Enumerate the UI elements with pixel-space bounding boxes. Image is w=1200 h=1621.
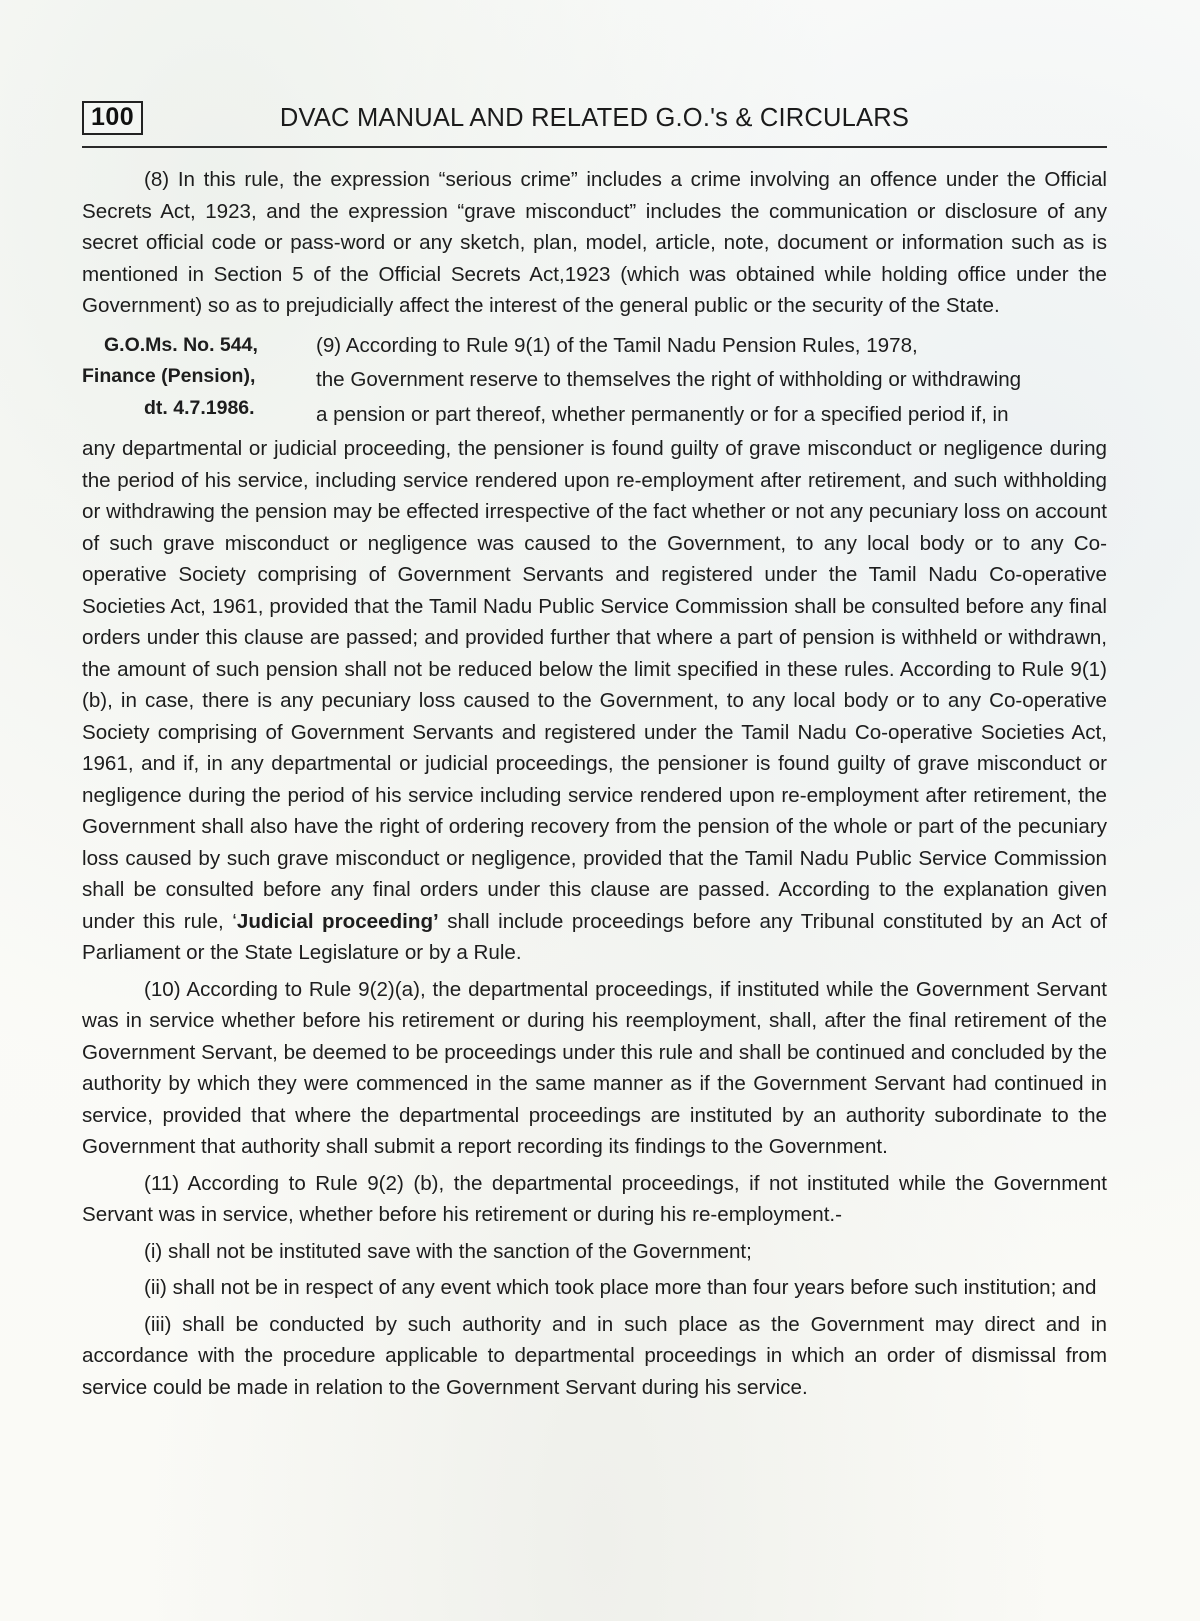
list-item-i: (i) shall not be instituted save with the sanction of the Government; xyxy=(144,1239,752,1263)
paragraph-9-body xyxy=(82,433,1107,969)
header-title: DVAC MANUAL AND RELATED G.O.'s & CIRCULARS xyxy=(279,103,910,132)
paragraph-10: (10) According to Rule 9(2)(a), the departmental proceedings, if instituted while the Government Servant was in service whether before his retirement or during his reemployment, shall, after the final retirement of the Government Servant, be deemed to be proceedings under this rule and shall be continued and concluded by the authority by which they were commenced in the same manner as if the Government Servant had continued in service, provided that where the departmental proceedings are instituted by an authority subordinate to the Government that authority shall submit a report recording its findings to the Government. xyxy=(82,977,1107,1158)
list-item-iii: (iii) shall be conducted by such authority and in such place as the Government may direct and in accordance with the procedure applicable to departmental proceedings in which an order of dismissal from service could be made in relation to the Government Servant during his service. xyxy=(82,1312,1107,1399)
page-content xyxy=(82,96,1107,1408)
go-reference-line-3: dt. 4.7.1986. xyxy=(144,396,255,419)
paragraph-11: (11) According to Rule 9(2) (b), the departmental proceedings, if not instituted while the Government Servant was in service, whether before his retirement or during his re-employment.- xyxy=(82,1171,1107,1226)
page-number: 100 xyxy=(82,101,143,134)
list-item-ii: (ii) shall not be in respect of any event which took place more than four years before such institution; and xyxy=(144,1276,1097,1299)
paragraph-9-line-2: the Government reserve to themselves the right of withholding or withdrawing xyxy=(316,368,1022,391)
document-body xyxy=(82,164,1107,1403)
paragraph-9-tail: shall include proceedings before any Tribunal constituted by an Act of Parliament or the State Legislature or by a Rule. xyxy=(82,909,1107,964)
paragraph-9-text: any departmental or judicial proceeding, the pensioner is found guilty of grave misconduct or negligence during the period of his service, including service rendered upon re-employment after retirement, and such withholding or withdrawing the pension may be effected irrespective of the fact whether or not any pecuniary loss on account of such grave misconduct or negligence was caused to the Government, to any local body or to any Co-operative Society comprising of Government Servants and registered under the Tamil Nadu Co-operative Societies Act, 1961, provided that the Tamil Nadu Public Service Commission shall be consulted before any final orders under this clause are passed; and provided further that where a part of pension is withheld or withdrawn, the amount of such pension shall not be reduced below the limit specified in these rules. According to Rule 9(1) (b), in case, there is any pecuniary loss caused to the Government, to any local body or to any Co-operative Society comprising of Government Servants and registered under the Tamil Nadu Co-operative Societies Act, 1961, and if, in any departmental or judicial proceedings, the pensioner is found guilty of grave misconduct or negligence during the period of his service including service rendered upon re-employment after retirement, the Government shall also have the right of ordering recovery from the pension of the whole or part of the pecuniary loss caused by such grave misconduct or negligence, provided that the Tamil Nadu Public Service Commission shall be consulted before any final orders under this clause are passed. According to the explanation given under this rule, ‘ xyxy=(82,437,1107,933)
page-header xyxy=(82,96,1107,140)
go-reference-line-2: Finance (Pension), xyxy=(82,365,256,387)
judicial-proceeding-term: Judicial proceeding’ xyxy=(236,909,439,933)
go-reference-label xyxy=(82,330,314,425)
paragraph-8: (8) In this rule, the expression “serious crime” includes a crime involving an offence under the Official Secrets Act, 1923, and the expression “grave misconduct” includes the communication or disclosure of any secret official code or pass-word or any sketch, plan, model, article, note, document or information such as is mentioned in Section 5 of the Official Secrets Act,1923 (which was obtained while holding office under the Government) so as to prejudicially affect the interest of the general public or the security of the State. xyxy=(82,168,1107,317)
paragraph-9-line-3: a pension or part thereof, whether permanently or for a specified period if, in xyxy=(316,402,1009,426)
paragraph-9-lead: (9) According to Rule 9(1) of the Tamil Nadu Pension Rules, 1978, xyxy=(316,333,918,357)
go-reference-block xyxy=(82,330,1107,969)
go-reference-line-1: G.O.Ms. No. 544, xyxy=(104,333,258,356)
header-divider xyxy=(82,146,1107,148)
